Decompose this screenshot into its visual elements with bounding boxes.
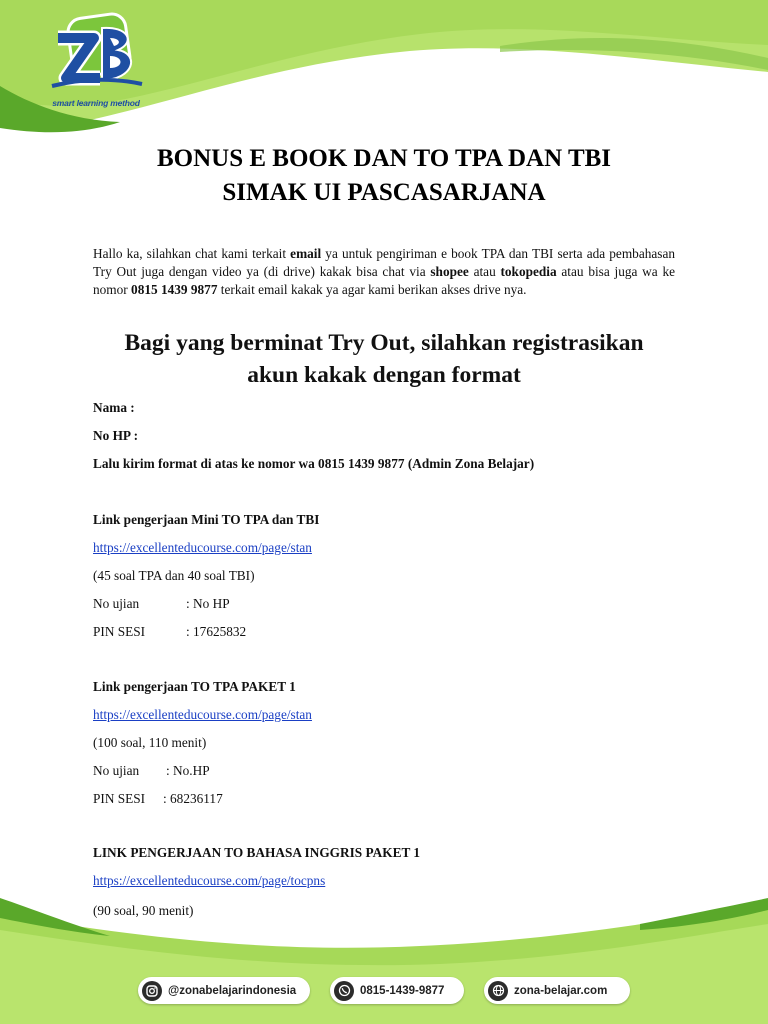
zona-belajar-logo <box>44 12 148 112</box>
footer-instagram[interactable] <box>138 977 310 1004</box>
section-1-pin <box>93 624 246 640</box>
title-line-1: BONUS E BOOK DAN TO TPA DAN TBI <box>156 145 612 172</box>
pin-label: PIN SESI <box>93 624 146 639</box>
section-1-ujian <box>93 596 230 612</box>
subtitle-line-1: Bagi yang berminat Try Out, silahkan registrasikan <box>124 330 644 356</box>
format-nama: Nama : <box>93 400 135 415</box>
instagram-icon <box>142 981 162 1001</box>
format-instruction: Lalu kirim format di atas ke nomor wa 0815 1439 9877 (Admin Zona Belajar) <box>93 456 535 471</box>
section-2-desc: (100 soal, 110 menit) <box>93 735 207 750</box>
intro-bold-shopee: shopee <box>430 263 469 279</box>
instagram-handle: @zonabelajarindonesia <box>168 984 297 997</box>
section-2-heading: Link pengerjaan TO TPA PAKET 1 <box>93 679 296 694</box>
section-3-desc: (90 soal, 90 menit) <box>93 903 194 918</box>
footer-website[interactable] <box>484 977 630 1004</box>
logo-mark-icon <box>44 12 148 100</box>
intro-paragraph <box>93 245 675 298</box>
ujian-label: No ujian <box>93 596 140 611</box>
website-url: zona-belajar.com <box>514 984 608 997</box>
subtitle-line-2: akun kakak dengan format <box>247 362 521 388</box>
ujian-value: : No.HP <box>166 763 210 778</box>
intro-text-3: atau <box>468 263 501 279</box>
whatsapp-icon <box>334 981 354 1001</box>
section-2-ujian <box>93 763 210 779</box>
title-line-2: SIMAK UI PASCASARJANA <box>222 179 546 206</box>
footer-whatsapp[interactable] <box>330 977 464 1004</box>
intro-text-2: ya untuk pengiriman e book TPA dan TBI serta ada pembahasan Try Out juga dengan video ya (di drive) kakak bisa chat via <box>93 246 676 279</box>
section-1-link[interactable]: https://excellenteducourse.com/page/stan <box>93 540 312 555</box>
pin-value: : 68236117 <box>163 791 223 806</box>
section-2-pin <box>93 791 223 807</box>
section-1-heading: Link pengerjaan Mini TO TPA dan TBI <box>93 512 320 527</box>
ujian-value: : No HP <box>186 596 230 611</box>
intro-bold-tokopedia: tokopedia <box>500 263 557 279</box>
section-2-link[interactable]: https://excellenteducourse.com/page/stan <box>93 707 312 722</box>
section-3-heading: LINK PENGERJAAN TO BAHASA INGGRIS PAKET 1 <box>93 845 421 860</box>
page-title <box>60 142 708 210</box>
intro-bold-email: email <box>290 246 322 261</box>
globe-icon <box>488 981 508 1001</box>
pin-value: : 17625832 <box>186 624 247 639</box>
ujian-label: No ujian <box>93 763 140 778</box>
logo-tagline: smart learning method <box>52 98 140 108</box>
whatsapp-number: 0815-1439-9877 <box>360 984 445 997</box>
intro-text-4: atau bisa juga wa ke nomor <box>93 263 675 297</box>
intro-bold-phone: 0815 1439 9877 <box>131 281 218 297</box>
intro-text-1: Hallo ka, silahkan chat kami terkait <box>93 246 291 261</box>
section-3-link[interactable]: https://excellenteducourse.com/page/tocpns <box>93 873 326 888</box>
section-1-desc: (45 soal TPA dan 40 soal TBI) <box>93 568 255 583</box>
pin-label: PIN SESI <box>93 791 146 806</box>
format-nohp: No HP : <box>93 428 139 443</box>
registration-heading <box>70 327 698 391</box>
intro-text-5: terkait email kakak ya agar kami berikan akses drive nya. <box>217 281 527 297</box>
